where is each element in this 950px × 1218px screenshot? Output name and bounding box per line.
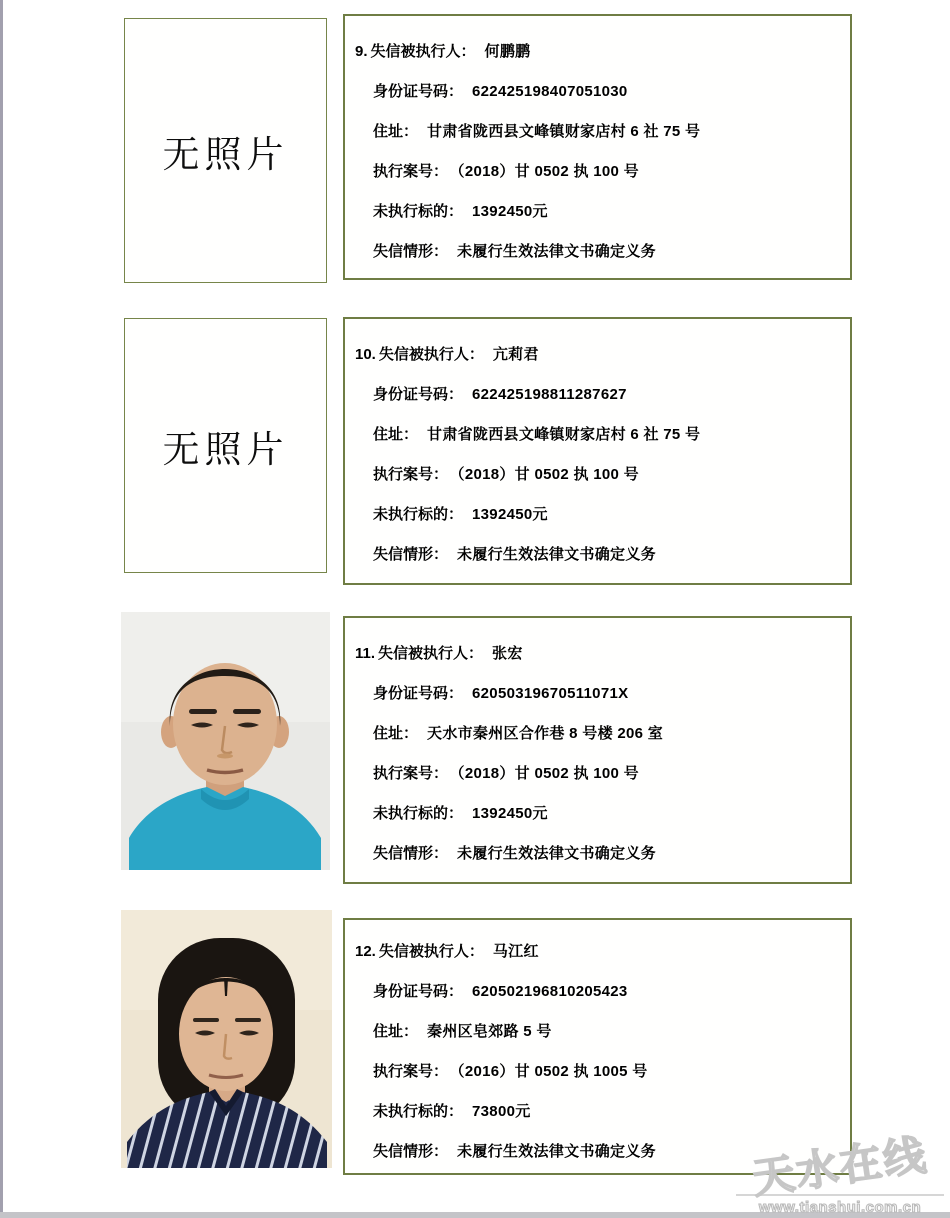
field-id-number: 身份证号码： 622425198407051030: [373, 83, 628, 100]
photo-placeholder: [124, 318, 327, 573]
field-id-number: 身份证号码： 620502196810205423: [373, 983, 628, 1000]
field-name: 12. 失信被执行人： 马江红: [355, 943, 539, 960]
record-number: 11.: [355, 645, 376, 662]
field-address: 住址： 甘肃省陇西县文峰镇财家店村 6 社 75 号: [373, 123, 701, 140]
portrait-man-icon: [121, 612, 330, 870]
field-situation: 失信情形： 未履行生效法律文书确定义务: [373, 845, 656, 862]
record-card: [343, 918, 852, 1175]
field-situation: 失信情形： 未履行生效法律文书确定义务: [373, 243, 656, 260]
field-id-number: 身份证号码： 62050319670511071X: [373, 685, 629, 702]
field-situation: 失信情形： 未履行生效法律文书确定义务: [373, 546, 656, 563]
page-left-edge: [0, 0, 3, 1218]
field-name: 10. 失信被执行人： 亢莉君: [355, 346, 539, 363]
record-card: [343, 317, 852, 585]
record-number: 10.: [355, 346, 376, 363]
no-photo-label: 无照片: [162, 427, 289, 471]
portrait-woman-icon: [121, 910, 332, 1168]
field-name: 9. 失信被执行人： 何鹏鹏: [355, 43, 531, 60]
field-situation: 失信情形： 未履行生效法律文书确定义务: [373, 1143, 656, 1160]
record-number: 12.: [355, 943, 376, 960]
record-card: [343, 14, 852, 280]
field-amount: 未执行标的： 73800元: [373, 1103, 531, 1120]
field-address: 住址： 天水市秦州区合作巷 8 号楼 206 室: [373, 725, 664, 742]
no-photo-label: 无照片: [162, 132, 289, 176]
field-address: 住址： 秦州区皂郊路 5 号: [373, 1023, 552, 1040]
field-amount: 未执行标的： 1392450元: [373, 203, 548, 220]
portrait-photo-woman: [121, 910, 332, 1168]
watermark-site-url: www.tianshui.com.cn: [736, 1194, 944, 1216]
field-case-number: 执行案号： （2018）甘 0502 执 100 号: [373, 466, 639, 483]
field-case-number: 执行案号： （2018）甘 0502 执 100 号: [373, 765, 639, 782]
page-bottom-edge: [0, 1212, 950, 1218]
field-case-number: 执行案号： （2018）甘 0502 执 100 号: [373, 163, 639, 180]
watermark-site-name: 天水在线: [749, 1130, 931, 1203]
field-id-number: 身份证号码： 622425198811287627: [373, 386, 627, 403]
record-number: 9.: [355, 43, 368, 60]
photo-placeholder: [124, 18, 327, 283]
field-amount: 未执行标的： 1392450元: [373, 805, 548, 822]
record-card: [343, 616, 852, 884]
portrait-photo-man: [121, 612, 330, 870]
field-case-number: 执行案号： （2016）甘 0502 执 1005 号: [373, 1063, 648, 1080]
field-amount: 未执行标的： 1392450元: [373, 506, 548, 523]
field-address: 住址： 甘肃省陇西县文峰镇财家店村 6 社 75 号: [373, 426, 701, 443]
field-name: 11. 失信被执行人： 张宏: [355, 645, 523, 662]
